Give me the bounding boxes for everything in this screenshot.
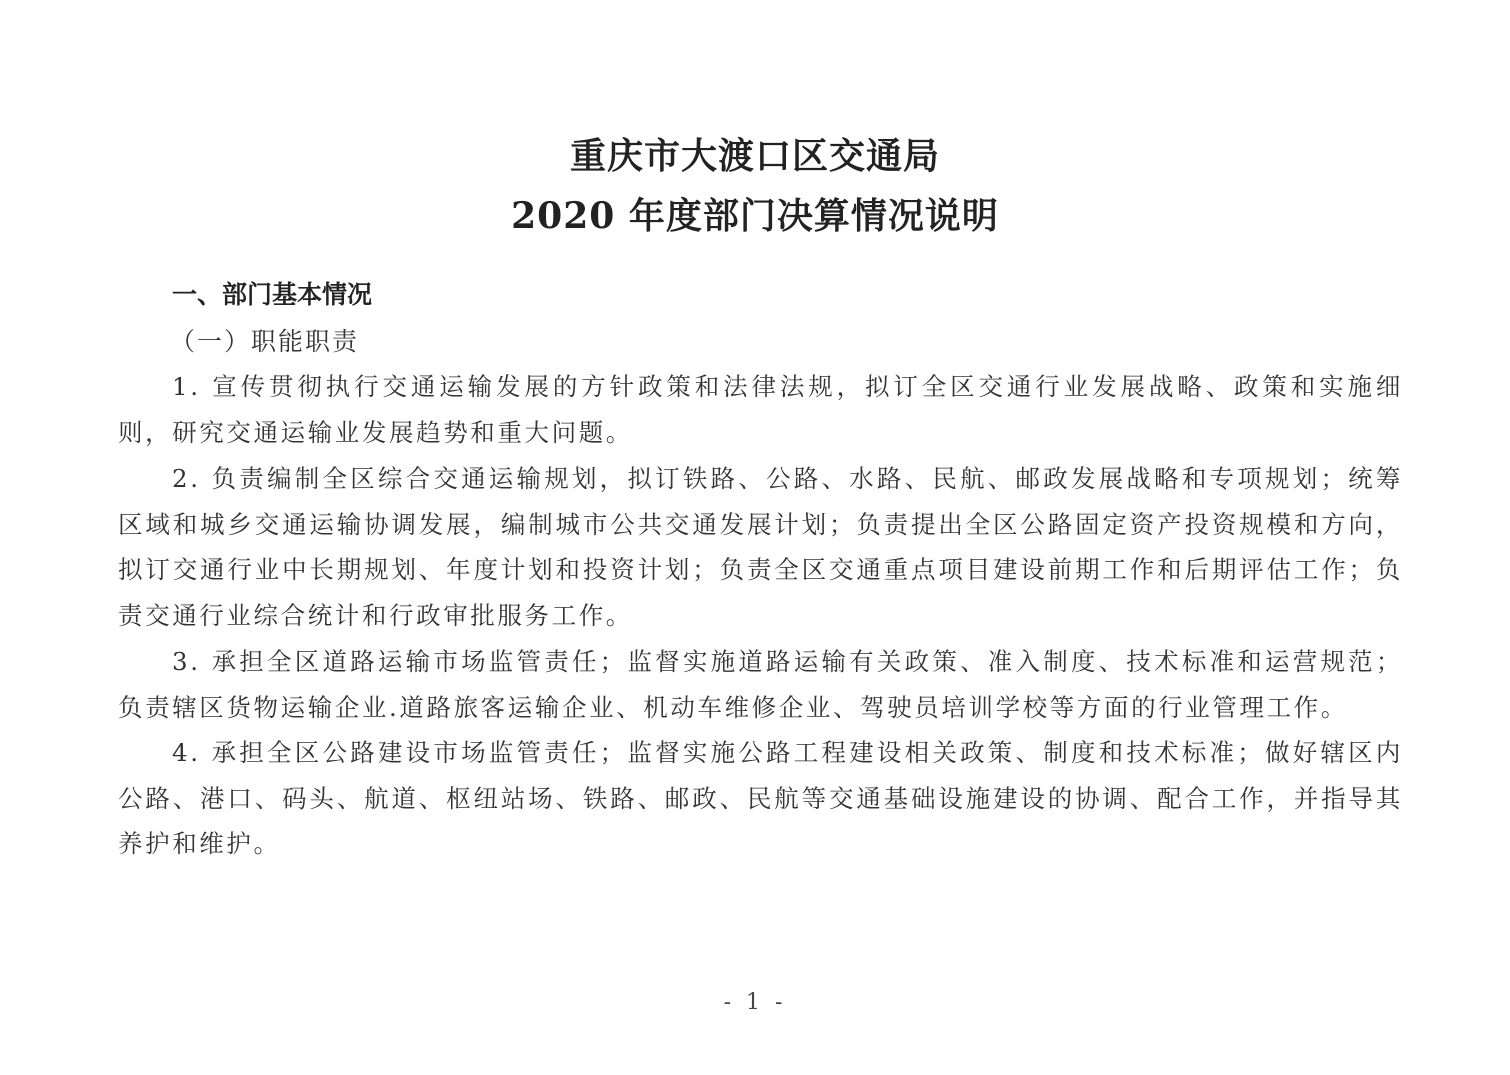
- paragraph-3: 3. 承担全区道路运输市场监管责任；监督实施道路运输有关政策、准入制度、技术标准和运营规范； 负责辖区货物运输企业.道路旅客运输企业、机动车维修企业、驾驶员培训学校等方面的行业管理工作。: [118, 647, 1403, 722]
- paragraph-4: 4. 承担全区公路建设市场监管责任；监督实施公路工程建设相关政策、制度和技术标准；做好辖区内公路、港口、码头、航道、枢纽站场、铁路、邮政、民航等交通基础设施建设的协调、配合工作，并指导其养护和维护。: [118, 738, 1403, 858]
- document-title-line2: 2020 年度部门决算情况说明: [511, 195, 999, 237]
- sub-heading: （一）职能职责: [170, 327, 360, 356]
- paragraph-1: 1. 宣传贯彻执行交通运输发展的方针政策和法律法规，拟订全区交通行业发展战略、政策和实施细则，研究交通运输业发展趋势和重大问题。: [118, 372, 1403, 447]
- document-title-line1: 重庆市大渡口区交通局: [569, 135, 940, 177]
- page-number: - 1 -: [723, 990, 787, 1015]
- paragraph-2: 2. 负责编制全区综合交通运输规划，拟订铁路、公路、水路、民航、邮政发展战略和专项规划；统筹区域和城乡交通运输协调发展，编制城市公共交通发展计划；负责提出全区公路固定资产投资规模和方向，拟订交通行业中长期规划、年度计划和投资计划；负责全区交通重点项目建设前期工作和后期评估工作；负责交通行业综合统计和行政审批服务工作。: [118, 464, 1403, 630]
- section-heading: 一、部门基本情况: [172, 280, 373, 309]
